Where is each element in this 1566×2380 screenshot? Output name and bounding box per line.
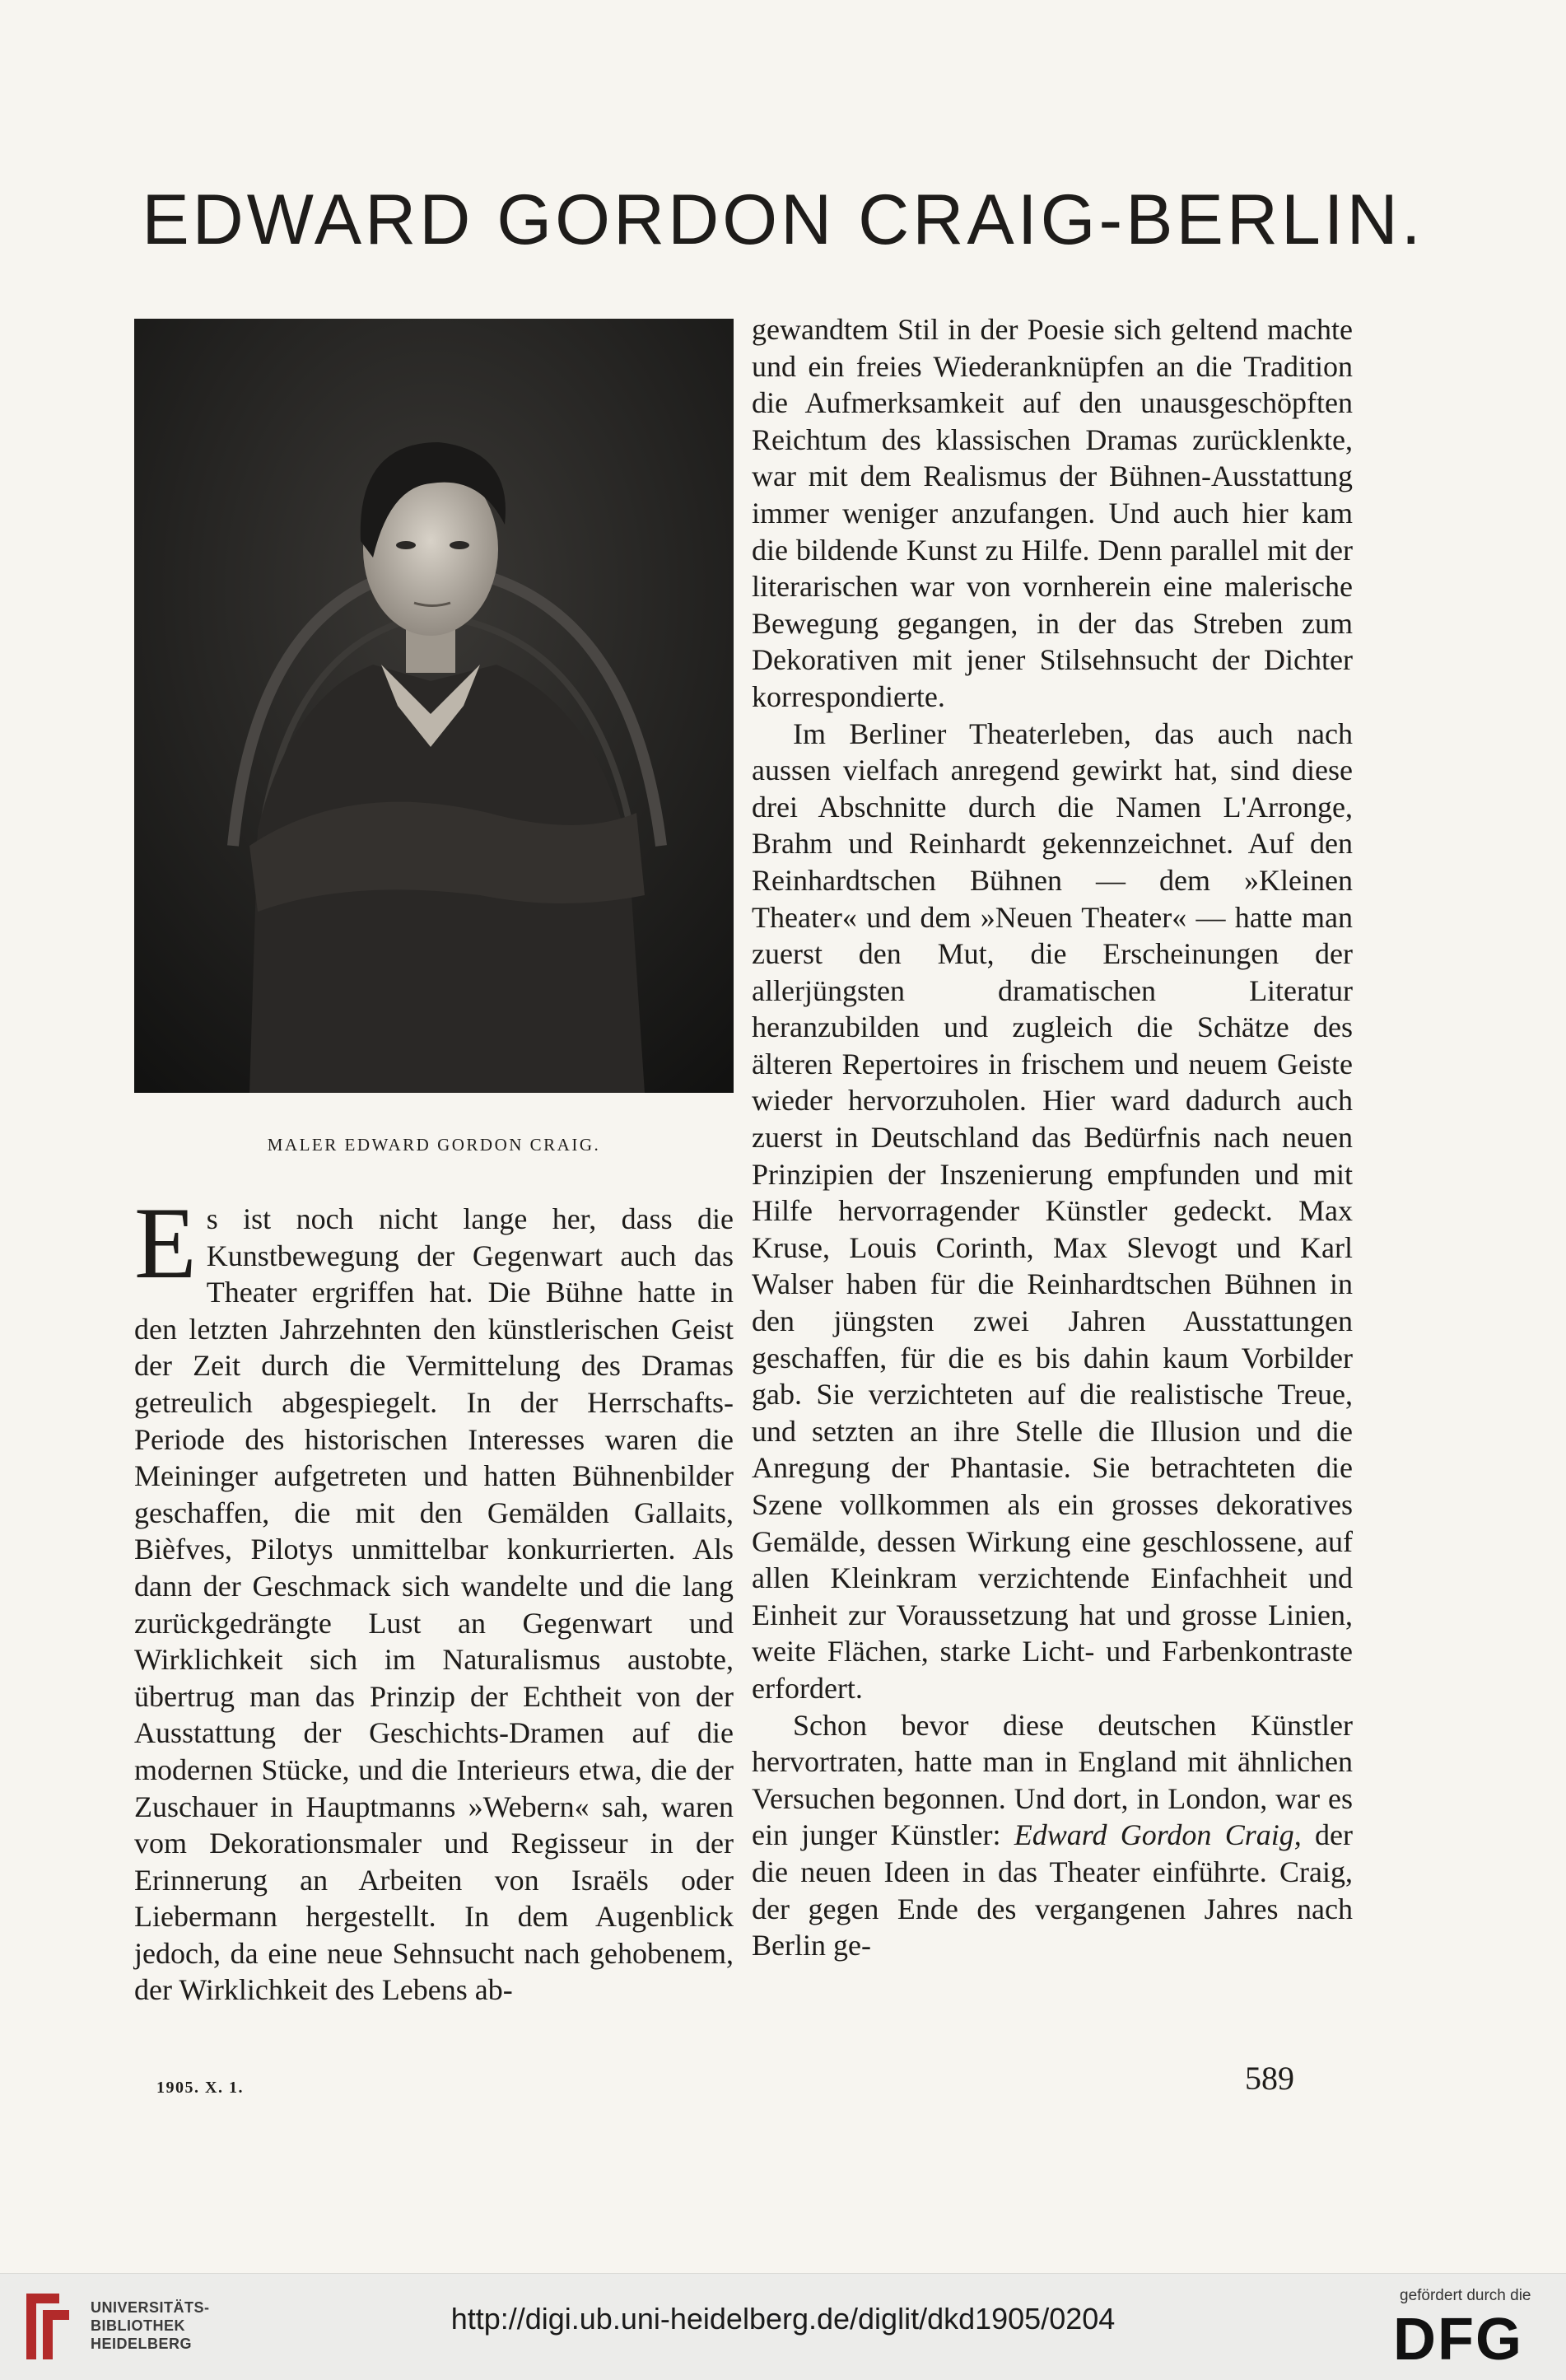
paragraph-text: Schon bevor diese deutschen Künstler hervortraten, hatte man in England mit ähnlichen Versuchen begonnen. Und dort, in London, war es ein junger Künstler: [752, 1708, 1353, 1852]
permalink-url[interactable]: http://digi.ub.uni-heidelberg.de/diglit/dkd1905/0204 [450, 2302, 1116, 2336]
funding-note: gefördert durch die [1400, 2287, 1531, 2304]
article-title: EDWARD GORDON CRAIG-BERLIN. [142, 180, 1424, 259]
portrait-image-icon [134, 319, 734, 1093]
paragraph [134, 1187, 734, 2009]
right-text-column [752, 311, 1353, 1964]
issue-label: 1905. X. 1. [156, 2079, 244, 2097]
left-text-column [134, 1187, 734, 2009]
paragraph: gewandtem Stil in der Poesie sich geltend machte und ein freies Wiederanknüpfen an die Tradition die Aufmerksamkeit auf den unausgeschöpften Reichtum des klassischen Dramas zurücklenkte, war mit dem Realismus der Bühnen-Ausstattung immer weniger anzufangen. Und auch hier kam die bildende Kunst zu Hilfe. Denn parallel mit der literarischen war von vornherein eine malerische Bewegung gegangen, in der das Streben zum Dekorativen mit jener Stilsehnsucht der Dichter korrespondierte. [752, 313, 1353, 713]
page-number: 589 [1245, 2060, 1294, 2097]
paragraph: Im Berliner Theaterleben, das auch nach aussen vielfach anregend gewirkt hat, sind diese drei Abschnitte durch die Namen L'Arronge, Brahm und Reinhardt gekennzeichnet. Auf den Reinhardtschen Bühnen — dem »Kleinen Theater« und dem »Neuen Theater« — hatte man zuerst den Mut, die Erscheinungen der allerjüngsten dramatischen Literatur heranzubilden und zugleich die Schätze des älteren Repertoires in frischem und neuem Geiste wieder hervorzuholen. Hier ward dadurch auch zuerst in Deutschland das Bedürfnis nach neuen Prinzipien der Inszenierung empfunden und mit Hilfe hervorragender Künstler gedeckt. Max Kruse, Louis Corinth, Max Slevogt und Karl Walser haben für die Reinhardtschen Bühnen in den jüngsten zwei Jahren Ausstattungen geschaffen, für die es bis dahin kaum Vorbilder gab. Sie verzichteten auf die realistische Treue, und setzten an ihre Stelle die Illusion und die Anregung der Phantasie. Sie betrachteten die Szene vollkommen als ein grosses dekoratives Gemälde, dessen Wirkung eine geschlossene, auf allen Kleinkram verzichtende Einfachheit und Einheit zur Voraussetzung hat und grosse Linien, weite Flächen, starke Licht- und Farbenkontraste erfordert. [752, 716, 1353, 1705]
paragraph-text: der die neuen Ideen in das Theater einführte. Craig, der gegen Ende des vergangenen Jahres nach Berlin ge- [752, 1818, 1354, 1962]
dfg-logo: DFG [1393, 2307, 1523, 2373]
library-name: UNIVERSITÄTS- BIBLIOTHEK HEIDELBERG [91, 2299, 210, 2352]
portrait-photo [134, 319, 734, 1093]
paragraph-text: s ist noch nicht lange her, dass die Kunstbewegung der Gegenwart auch das Theater ergriffen hat. Die Bühne hatte in den letzten Jahrzehnten den künstlerischen Geist der Zeit durch die Vermittelung des Dramas getreulich abgespiegelt. In der Herrschafts-Periode des historischen Interesses waren die Meininger aufgetreten und hatten Bühnenbilder geschaffen, die mit den Gemälden Gallaits, Bièfves, Pilotys unmittelbar konkurrierten. Als dann der Geschmack sich wandelte und die lang zurückgedrängte Lust an Gegenwart und Wirklichkeit sich im Naturalismus austobte, übertrug man das Prinzip der Echtheit von der Ausstattung der Geschichts-Dramen auf die modernen Stücke, und die Interieurs etwa, die der Zuschauer in Hauptmanns »Webern« sah, waren vom Dekorationsmaler und Regisseur in der Erinnerung an Arbeiten von Israëls oder Liebermann hergestellt. In dem Augenblick jedoch, da eine neue Sehnsucht nach gehobenem, der Wirklichkeit des Lebens ab- [134, 1202, 734, 2007]
paragraph [752, 1707, 1353, 1964]
photo-caption: MALER EDWARD GORDON CRAIG. [267, 1135, 601, 1155]
artist-name: Edward Gordon Craig, [1014, 1818, 1302, 1852]
drop-cap: E [134, 1187, 197, 1300]
viewer-footer-bar [0, 2273, 1566, 2380]
